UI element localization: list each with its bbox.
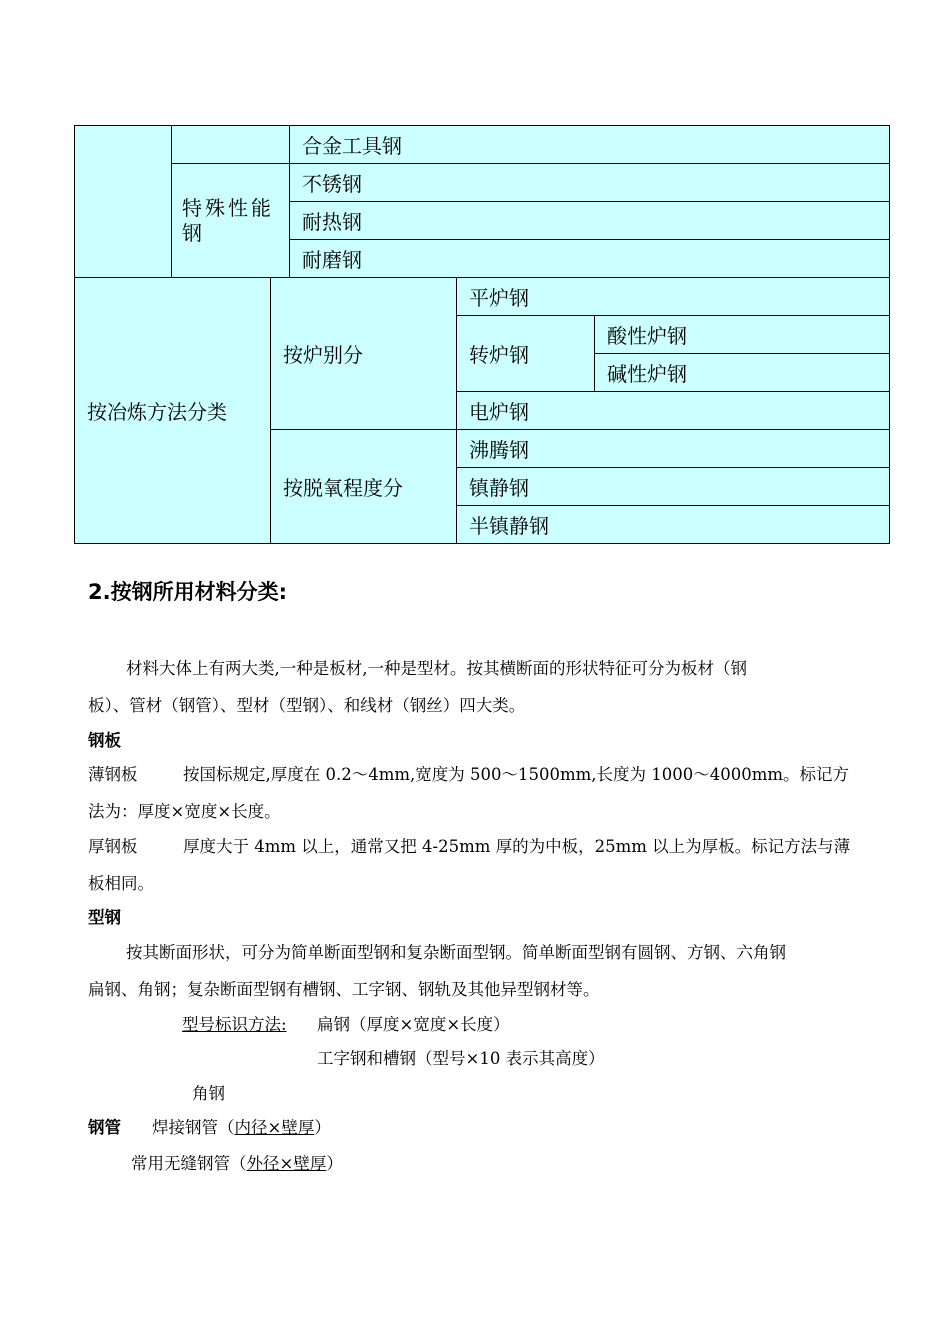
table1-cell-wear-resistant: 耐磨钢 (289, 239, 890, 278)
table1-cell-special-steel (171, 163, 290, 278)
table2-cell-electric: 电炉钢 (456, 391, 890, 430)
section-steel-title: 型钢 (88, 908, 121, 927)
table1-empty-col1 (74, 125, 172, 278)
table2-cell-by-deox: 按脱氧程度分 (270, 429, 457, 544)
table2-cell-acid: 酸性炉钢 (594, 315, 890, 354)
thick-plate-line-1: 厚度大于 4mm 以上，通常又把 4-25mm 厚的为中板，25mm 以上为厚板。标记方法与薄 (183, 837, 851, 856)
thin-plate-line-1: 按国标规定,厚度在 0.2～4mm,宽度为 500～1500mm,长度为 1000～4000mm。标记方 (183, 765, 850, 784)
pipe-title: 钢管 (88, 1118, 121, 1137)
thin-plate-line-2: 法为：厚度×宽度×长度。 (88, 802, 281, 821)
section-steel-line-1: 按其断面形状，可分为简单断面型钢和复杂断面型钢。简单断面型钢有圆钢、方钢、六角钢 (126, 943, 786, 962)
table1-empty-col2 (171, 125, 290, 164)
welded-post: ） (314, 1118, 331, 1137)
table2-cell-by-smelting: 按冶炼方法分类 (74, 277, 271, 544)
table2-cell-semi-killed: 半镇静钢 (456, 505, 890, 544)
thin-plate-label: 薄钢板 (88, 765, 138, 784)
intro-line-1: 材料大体上有两大类,一种是板材,一种是型材。按其横断面的形状特征可分为板材（钢 (126, 659, 747, 678)
table2-cell-open-hearth: 平炉钢 (456, 277, 890, 316)
table1-cell-stainless: 不锈钢 (289, 163, 890, 202)
intro-line-2: 板）、管材（钢管）、型材（型钢）、和线材（钢丝）四大类。 (88, 696, 526, 715)
thick-plate-line-2: 板相同。 (88, 874, 154, 893)
section-heading: 2.按钢所用材料分类: (88, 580, 287, 604)
table2-cell-by-furnace: 按炉别分 (270, 277, 457, 430)
mark-angle: 角钢 (192, 1084, 225, 1103)
mark-ibeam: 工字钢和槽钢（型号×10 表示其高度） (317, 1049, 605, 1068)
table2-cell-converter: 转炉钢 (456, 315, 595, 392)
seamless-post: ） (326, 1154, 343, 1173)
table2-cell-killed: 镇静钢 (456, 467, 890, 506)
table2-cell-rimmed: 沸腾钢 (456, 429, 890, 468)
thick-plate-label: 厚钢板 (88, 837, 138, 856)
special-steel-label: 特殊性能钢 (182, 195, 274, 245)
mark-flat: 扁钢（厚度×宽度×长度） (317, 1015, 510, 1034)
welded-pre: 焊接钢管（ (152, 1118, 235, 1137)
welded-dims: 内径×壁厚 (234, 1118, 315, 1137)
table1-cell-alloy-tool-steel: 合金工具钢 (289, 125, 890, 164)
table2-cell-basic: 碱性炉钢 (594, 353, 890, 392)
welded-pipe (152, 1110, 331, 1146)
section-steel-line-2: 扁钢、角钢；复杂断面型钢有槽钢、工字钢、钢轨及其他异型钢材等。 (88, 980, 600, 999)
plate-title: 钢板 (88, 731, 121, 750)
table1-cell-heat-resistant: 耐热钢 (289, 201, 890, 240)
mark-method-label: 型号标识方法: (182, 1015, 287, 1034)
seamless-pre: 常用无缝钢管（ (131, 1154, 247, 1173)
seamless-dims: 外径×壁厚 (246, 1154, 327, 1173)
seamless-pipe (131, 1146, 343, 1182)
